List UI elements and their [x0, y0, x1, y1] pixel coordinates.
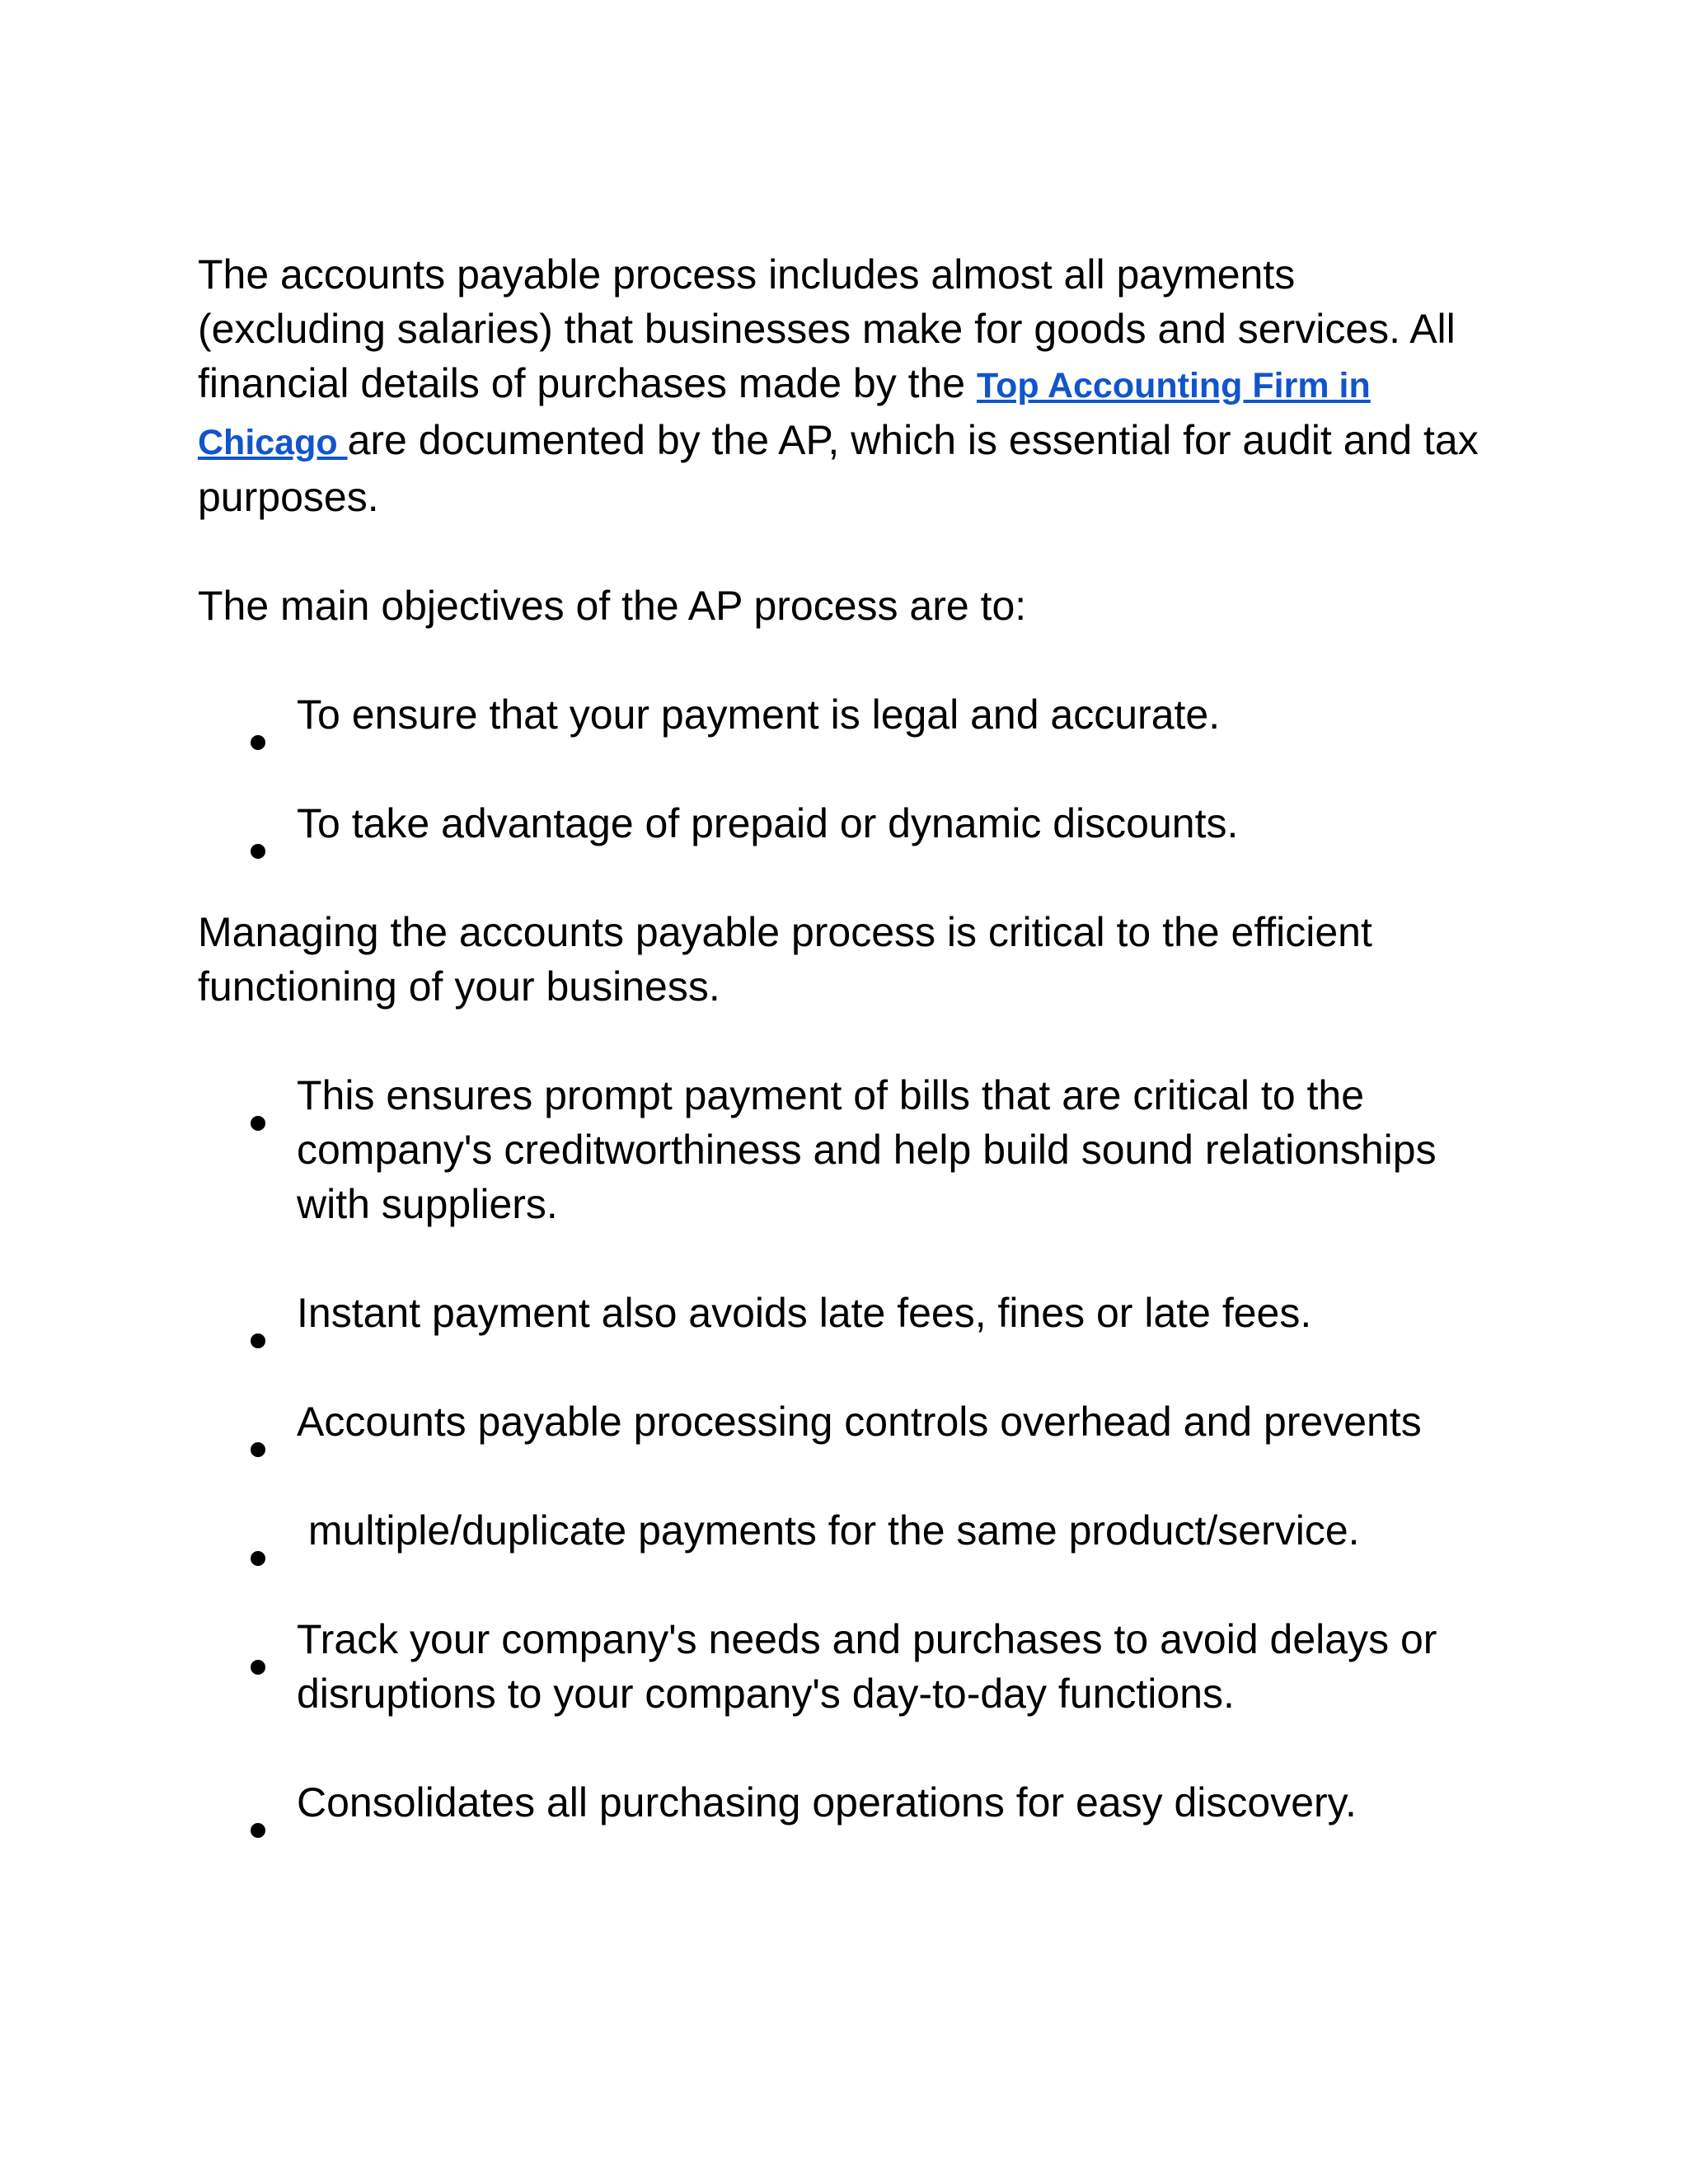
list-item-text: To take advantage of prepaid or dynamic discounts. [297, 800, 1239, 846]
list-item [198, 796, 1484, 851]
list-item-text: To ensure that your payment is legal and accurate. [297, 691, 1221, 738]
list-item-text: This ensures prompt payment of bills that are critical to the company's creditworthiness and help build sound relationships with suppliers. [297, 1072, 1437, 1227]
list-item-text: Track your company's needs and purchases to avoid delays or disruptions to your company's day-to-day functions. [297, 1616, 1437, 1717]
bullet-dot-icon [251, 709, 265, 724]
list-item [198, 1775, 1484, 1830]
document-content [198, 247, 1484, 1884]
top-accounting-firm-link[interactable]: Top Accounting Firm in Chicago [198, 366, 1371, 462]
intro-text-after-link: are documented by the AP, which is essential for audit and tax purposes. [198, 417, 1479, 520]
bullet-dot-icon [251, 1307, 265, 1322]
list-item [198, 1503, 1484, 1558]
list-item-text: Consolidates all purchasing operations for easy discovery. [297, 1779, 1357, 1825]
bullet-dot-icon [251, 1797, 265, 1811]
list-item-text: Accounts payable processing controls overhead and prevents [297, 1399, 1422, 1445]
list-item [198, 1286, 1484, 1340]
intro-paragraph [198, 247, 1484, 524]
intro-text-before-link: The accounts payable process includes almost all payments (excluding salaries) that businesses make for goods and services. All financial details of purchases made by the [198, 251, 1456, 406]
bullet-dot-icon [251, 1416, 265, 1431]
bullet-dot-icon [251, 1090, 265, 1104]
objectives-heading: The main objectives of the AP process are to: [198, 583, 1027, 629]
list-item [198, 1612, 1484, 1721]
list-item [198, 1068, 1484, 1231]
benefits-list [198, 1068, 1484, 1830]
bullet-dot-icon [251, 1525, 265, 1540]
management-paragraph: Managing the accounts payable process is critical to the efficient functioning of your business. [198, 909, 1372, 1010]
objectives-list [198, 687, 1484, 851]
list-item [198, 687, 1484, 742]
list-item-text: Instant payment also avoids late fees, fines or late fees. [297, 1290, 1312, 1336]
list-item [198, 1394, 1484, 1449]
list-item-text: multiple/duplicate payments for the same product/service. [297, 1507, 1360, 1554]
bullet-dot-icon [251, 818, 265, 832]
bullet-dot-icon [251, 1633, 265, 1648]
